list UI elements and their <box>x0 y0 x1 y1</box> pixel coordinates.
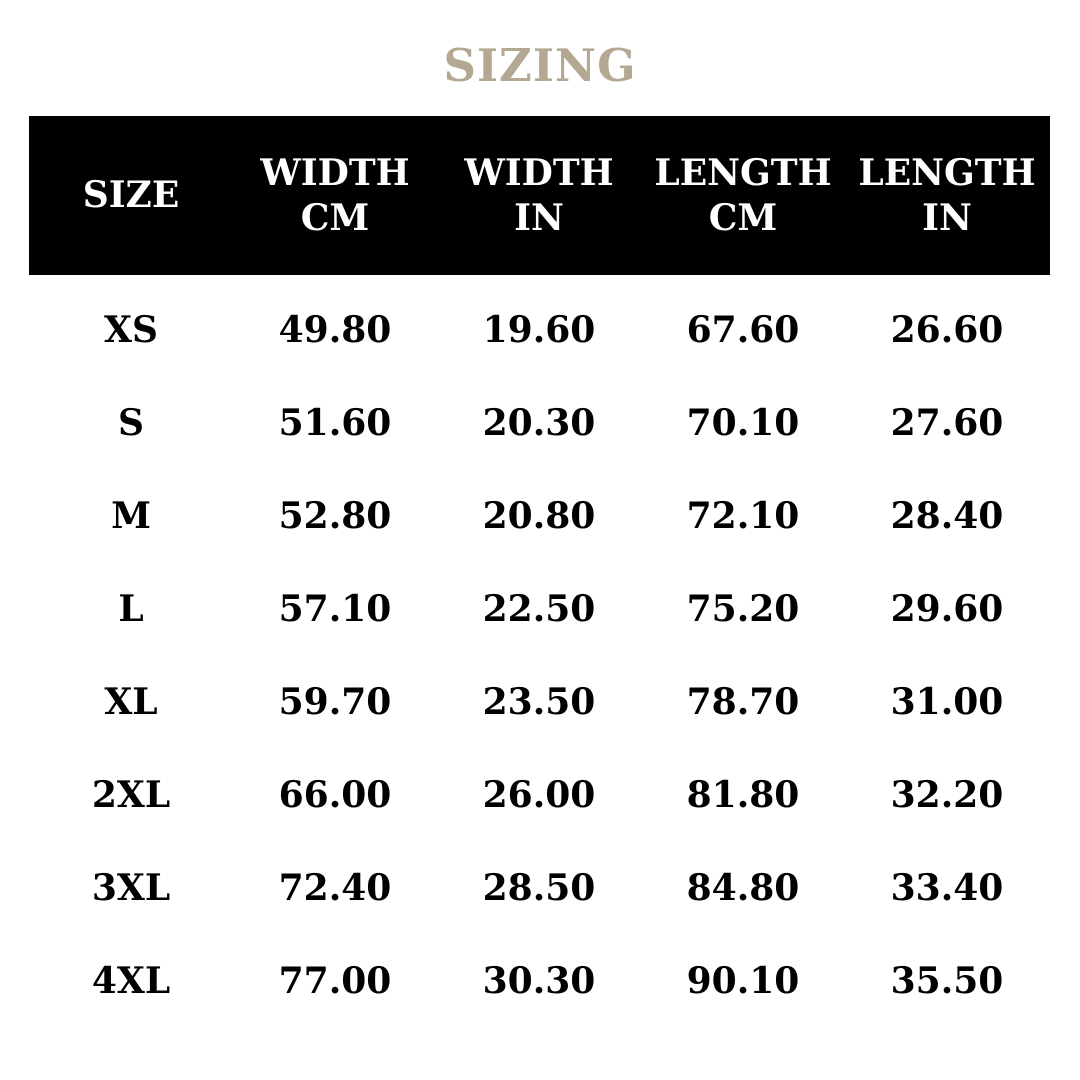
size-cell: XL <box>104 681 158 723</box>
width-in-cell: 19.60 <box>482 309 596 351</box>
header-label: WIDTH <box>260 151 410 194</box>
width-cm-cell: 72.40 <box>278 867 392 909</box>
table-row <box>29 300 1050 360</box>
header-label: SIZE <box>82 174 180 216</box>
length-in-cell: 32.20 <box>890 774 1004 816</box>
width-in-cell: 22.50 <box>482 588 596 630</box>
width-in-cell: 23.50 <box>482 681 596 723</box>
table-row <box>29 393 1050 453</box>
width-cm-cell: 59.70 <box>278 681 392 723</box>
length-in-cell: 28.40 <box>890 495 1004 537</box>
length-in-cell: 26.60 <box>890 309 1004 351</box>
width-in-cell: 26.00 <box>482 774 596 816</box>
length-cm-cell: 75.20 <box>686 588 800 630</box>
header-size <box>29 116 233 275</box>
size-cell: XS <box>104 309 158 351</box>
header-unit: CM <box>300 196 370 239</box>
length-in-cell: 31.00 <box>890 681 1004 723</box>
table-header <box>29 116 1050 275</box>
width-cm-cell: 66.00 <box>278 774 392 816</box>
size-cell: S <box>118 402 144 444</box>
header-unit: IN <box>922 196 972 239</box>
width-cm-cell: 57.10 <box>278 588 392 630</box>
header-width-cm <box>233 116 437 275</box>
width-in-cell: 30.30 <box>482 960 596 1002</box>
table-row <box>29 672 1050 732</box>
table-row <box>29 951 1050 1011</box>
length-cm-cell: 90.10 <box>686 960 800 1002</box>
header-unit: CM <box>708 196 778 239</box>
length-in-cell: 27.60 <box>890 402 1004 444</box>
table-row <box>29 486 1050 546</box>
header-width-in <box>437 116 641 275</box>
width-in-cell: 20.30 <box>482 402 596 444</box>
length-cm-cell: 67.60 <box>686 309 800 351</box>
page-title: SIZING <box>443 39 637 92</box>
header-label: LENGTH <box>858 151 1036 194</box>
length-in-cell: 35.50 <box>890 960 1004 1002</box>
header-length-in <box>845 116 1049 275</box>
size-cell: 4XL <box>91 960 171 1002</box>
length-in-cell: 33.40 <box>890 867 1004 909</box>
header-unit: IN <box>514 196 564 239</box>
header-label: WIDTH <box>464 151 614 194</box>
size-cell: 2XL <box>91 774 171 816</box>
table-row <box>29 765 1050 825</box>
header-length-cm <box>641 116 845 275</box>
length-cm-cell: 81.80 <box>686 774 800 816</box>
header-label: LENGTH <box>654 151 832 194</box>
size-cell: L <box>118 588 144 630</box>
size-cell: M <box>111 495 151 537</box>
length-cm-cell: 78.70 <box>686 681 800 723</box>
width-cm-cell: 52.80 <box>278 495 392 537</box>
width-cm-cell: 49.80 <box>278 309 392 351</box>
table-row <box>29 579 1050 639</box>
length-cm-cell: 70.10 <box>686 402 800 444</box>
width-in-cell: 28.50 <box>482 867 596 909</box>
length-cm-cell: 84.80 <box>686 867 800 909</box>
width-cm-cell: 51.60 <box>278 402 392 444</box>
width-in-cell: 20.80 <box>482 495 596 537</box>
length-cm-cell: 72.10 <box>686 495 800 537</box>
width-cm-cell: 77.00 <box>278 960 392 1002</box>
table-row <box>29 858 1050 918</box>
length-in-cell: 29.60 <box>890 588 1004 630</box>
size-cell: 3XL <box>91 867 171 909</box>
